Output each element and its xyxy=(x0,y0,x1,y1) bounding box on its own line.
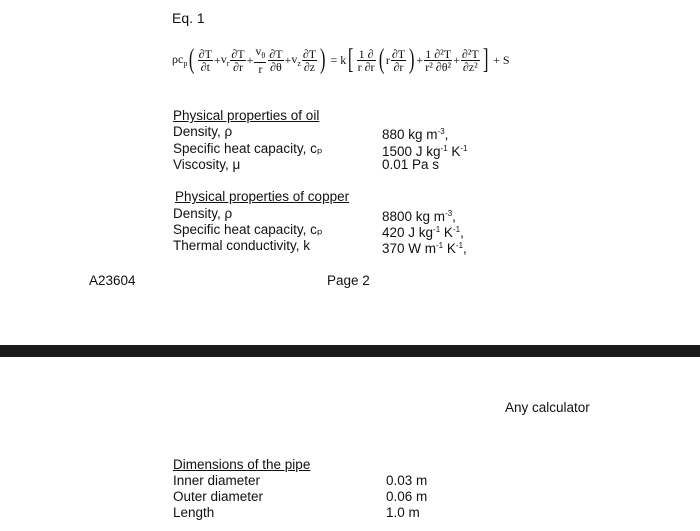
paren-open: ( xyxy=(189,44,195,75)
page-number: Page 2 xyxy=(327,273,370,288)
outer-diameter-label: Outer diameter xyxy=(173,489,264,504)
oil-heat-label: Specific heat capacity, cₚ xyxy=(173,141,323,156)
frac-z-term: $\frac{\text{∂²T}}{\text{∂z²}}$ xyxy=(461,46,479,74)
v-z: $v_z$ xyxy=(291,52,301,68)
inner-diameter-value: 0.03 m xyxy=(386,473,428,488)
plus-sign: + xyxy=(213,52,221,67)
plus-sign: + xyxy=(284,52,292,67)
frac-vtheta-r: $\frac{v_\theta}{r}$ xyxy=(255,44,266,76)
paren-close: ) xyxy=(320,44,326,75)
paren-open-2: ( xyxy=(378,44,384,75)
k-symbol: k xyxy=(340,52,347,67)
length-label: Length xyxy=(173,505,215,520)
plus-sign: + xyxy=(416,52,424,67)
copper-density-value: 8800 kg $m^{-3}$, xyxy=(382,209,456,224)
equals-sign: = xyxy=(330,52,338,67)
frac-dT-dr: $\frac{\partial T}{\partial r}$ xyxy=(231,46,245,74)
plus-sign: + xyxy=(453,52,460,67)
plus-sign: + xyxy=(246,52,254,67)
equation-label: Eq. 1 xyxy=(172,10,205,26)
oil-heat-value: 1500 J $kg^{-1}$ $K^{-1}$ xyxy=(382,144,468,159)
document-code: A23604 xyxy=(89,273,136,288)
rho-cp: $\rho c_p$ xyxy=(172,52,188,68)
length-value: 1.0 m xyxy=(386,505,420,520)
oil-density-label: Density, ρ xyxy=(173,124,233,139)
copper-heat-value: 420 J $kg^{-1}$ $K^{-1}$, xyxy=(382,225,464,240)
copper-conductivity-label: Thermal conductivity, k xyxy=(173,238,311,253)
bracket-open: [ xyxy=(348,44,354,75)
page-divider xyxy=(0,345,700,357)
r-variable: r xyxy=(385,52,390,67)
source-term: S xyxy=(502,52,510,67)
frac-theta-term: $\frac{\text{1 ∂²T}}{\text{r² ∂θ²}}$ xyxy=(425,46,452,74)
oil-viscosity-value: 0.01 Pa s xyxy=(382,157,440,172)
copper-density-label: Density, ρ xyxy=(173,206,233,221)
calculator-note: Any calculator xyxy=(505,400,590,415)
v-r: $v_r$ xyxy=(220,52,230,68)
pipe-heading: Dimensions of the pipe xyxy=(173,457,311,472)
paren-close-2: ) xyxy=(408,44,415,75)
bracket-close: ] xyxy=(482,44,489,75)
frac-dT-dz: $\frac{\partial T}{\partial z}$ xyxy=(302,46,317,74)
oil-density-value: 880 kg $m^{-3}$, xyxy=(382,127,449,142)
oil-heading: Physical properties of oil xyxy=(173,108,320,123)
copper-conductivity-value: 370 W $m^{-1}$ $K^{-1}$, xyxy=(382,241,467,256)
copper-heading: Physical properties of copper xyxy=(175,189,350,204)
energy-equation xyxy=(172,40,510,80)
frac-dT-dt: $\frac{\partial T}{\partial t}$ xyxy=(198,46,212,74)
copper-heat-label: Specific heat capacity, cₚ xyxy=(173,222,323,237)
outer-diameter-value: 0.06 m xyxy=(386,489,428,504)
oil-viscosity-label: Viscosity, μ xyxy=(173,157,241,172)
frac-1-r: $\frac{1 \partial}{r \partial r}$ xyxy=(357,46,375,74)
inner-diameter-label: Inner diameter xyxy=(173,473,261,488)
plus-sign: + xyxy=(493,52,500,67)
frac-dT-dtheta: $\frac{\partial T}{\partial\theta}$ xyxy=(269,46,283,74)
frac-dT-dr-2: $\frac{\partial T}{\partial r}$ xyxy=(391,46,406,74)
